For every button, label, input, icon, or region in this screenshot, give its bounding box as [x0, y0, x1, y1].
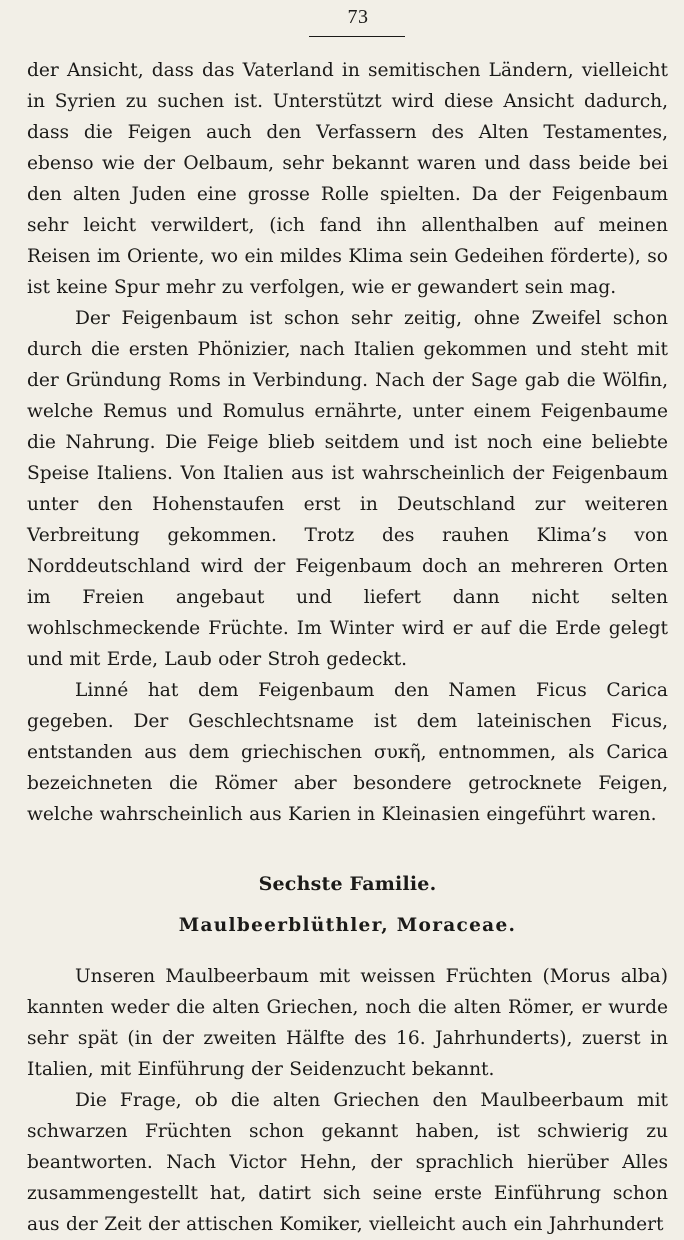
paragraph-4: Unseren Maulbeerbaum mit weissen Früchten (Morus alba) kannten weder die alten Griechen, noch die alten Römer, er wurde sehr spät (in der zweiten Hälfte des 16. Jahrhunderts), zuerst in Italien, mit Einführung der Seidenzucht bekannt.: [27, 966, 668, 1080]
page-content: [27, 55, 668, 1240]
page-number-container: [310, 6, 406, 35]
paragraph-3: Linné hat dem Feigenbaum den Namen Ficus Carica gegeben. Der Geschlechtsname ist dem lateinischen Ficus, entstanden aus dem griechischen συκῆ, entnommen, als Carica bezeichneten die Römer aber besondere getrocknete Feigen, welche wahrscheinlich aus Karien in Kleinasien eingeführt waren.: [27, 680, 668, 825]
section-subtitle: Maulbeerblüthler, Moraceae.: [178, 915, 517, 936]
section-title: Sechste Familie.: [258, 873, 437, 895]
paragraph-5: Die Frage, ob die alten Griechen den Maulbeerbaum mit schwarzen Früchten schon gekannt haben, ist schwierig zu beantworten. Nach Victor Hehn, der sprachlich hierüber Alles zusammengestellt hat, datirt sich seine erste Einführung schon aus der Zeit der attischen Komiker, vielleicht auch ein Jahrhundert: [27, 1090, 668, 1235]
page-number: 73: [347, 6, 369, 28]
paragraph-1: der Ansicht, dass das Vaterland in semitischen Ländern, vielleicht in Syrien zu suchen ist. Unterstützt wird diese Ansicht dadurch, dass die Feigen auch den Verfassern des Alten Testamentes, ebenso wie der Oelbaum, sehr bekannt waren und dass beide bei den alten Juden eine grosse Rolle spielten. Da der Feigenbaum sehr leicht verwildert, (ich fand ihn allenthalben auf meinen Reisen im Oriente, wo ein mildes Klima sein Gedeihen förderte), so ist keine Spur mehr zu verfolgen, wie er gewandert sein mag.: [27, 60, 668, 298]
paragraph-2: Der Feigenbaum ist schon sehr zeitig, ohne Zweifel schon durch die ersten Phönizier, nach Italien gekommen und steht mit der Gründung Roms in Verbindung. Nach der Sage gab die Wölfin, welche Remus und Romulus ernährte, unter einem Feigenbaume die Nahrung. Die Feige blieb seitdem und ist noch eine beliebte Speise Italiens. Von Italien aus ist wahrscheinlich der Feigenbaum unter den Hohenstaufen erst in Deutschland zur weiteren Verbreitung gekommen. Trotz des rauhen Klima’s von Norddeutschland wird der Feigenbaum doch an mehreren Orten im Freien angebaut und liefert dann nicht selten wohlschmeckende Früchte. Im Winter wird er auf die Erde gelegt und mit Erde, Laub oder Stroh gedeckt.: [27, 308, 668, 670]
header-rule: [309, 36, 405, 37]
